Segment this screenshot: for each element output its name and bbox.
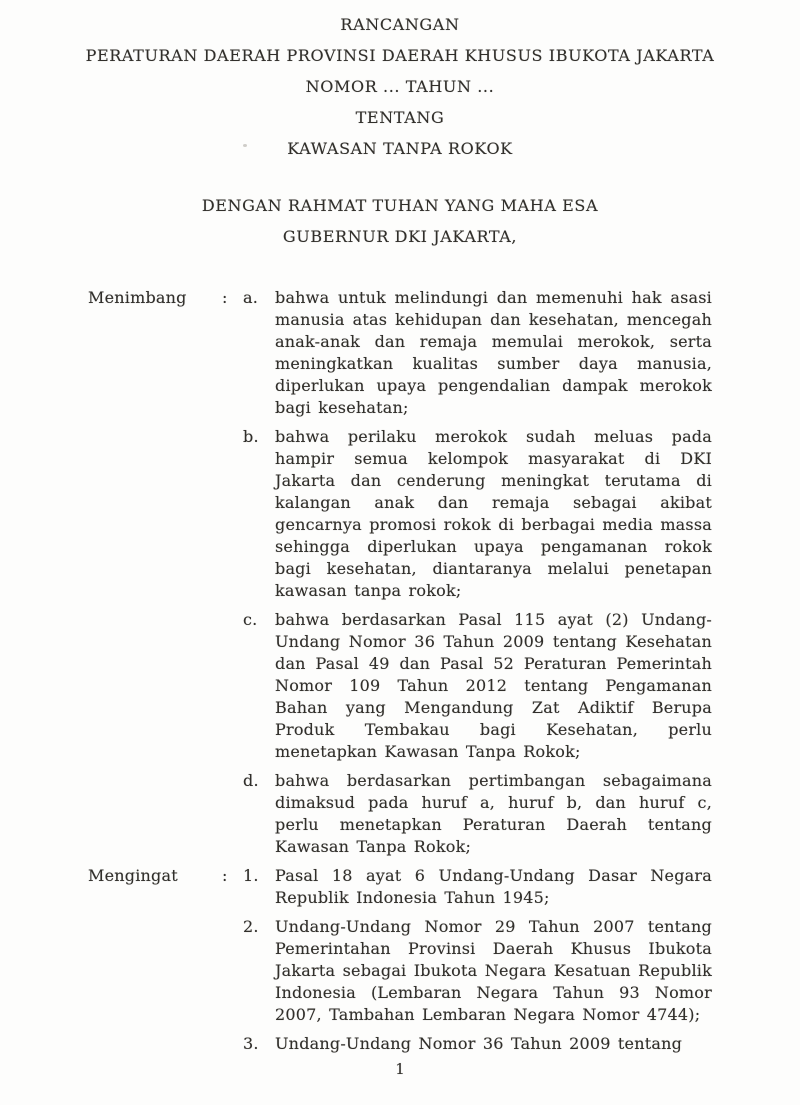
clause-row (88, 426, 712, 602)
scan-artifact-speck (243, 144, 247, 147)
section-colon: : (222, 288, 228, 307)
clause-text: bahwa perilaku merokok sudah meluas pada hampir semua kelompok masyarakat di DKI Jakarta dan cenderung meningkat terutama di kalangan anak dan remaja sebagai akibat gencarnya promosi rokok di berbagai media massa sehingga diperlukan upaya pengamanan rokok bagi kesehatan, diantaranya melalui penetapan kawasan tanpa rokok; (275, 427, 712, 600)
clause-text: Undang-Undang Nomor 36 Tahun 2009 tentang (275, 1034, 683, 1053)
clause-marker: 2. (243, 917, 259, 936)
clause-text: bahwa berdasarkan Pasal 115 ayat (2) Undang-Undang Nomor 36 Tahun 2009 tentang Kesehatan dan Pasal 49 dan Pasal 52 Peraturan Pemerintah Nomor 109 Tahun 2012 tentang Pengamanan Bahan yang Mengandung Zat Adiktif Berupa Produk Tembakau bagi Kesehatan, perlu menetapkan Kawasan Tanpa Rokok; (275, 610, 712, 761)
title-line-rancangan: RANCANGAN (340, 15, 460, 34)
clause-row (88, 770, 712, 858)
preamble-line-rahmat: DENGAN RAHMAT TUHAN YANG MAHA ESA (201, 196, 599, 215)
clause-text: Pasal 18 ayat 6 Undang-Undang Dasar Negara Republik Indonesia Tahun 1945; (275, 866, 712, 907)
section-label-mengingat: Mengingat (88, 866, 178, 885)
clause-row (88, 916, 712, 1026)
clause-marker: 1. (243, 866, 259, 885)
clause-marker: 3. (243, 1034, 259, 1053)
document-header (0, 0, 800, 164)
clause-row (88, 609, 712, 763)
document-body (88, 287, 712, 1055)
title-line-subject: KAWASAN TANPA ROKOK (287, 139, 513, 158)
clause-row (88, 287, 712, 419)
clause-text: bahwa berdasarkan pertimbangan sebagaimana dimaksud pada huruf a, huruf b, dan huruf c, perlu menetapkan Peraturan Daerah tentang Kawasan Tanpa Rokok; (275, 771, 712, 856)
page-number: 1 (395, 1060, 405, 1078)
clause-marker: b. (243, 427, 259, 446)
title-line-perda: PERATURAN DAERAH PROVINSI DAERAH KHUSUS IBUKOTA JAKARTA (85, 46, 715, 65)
clause-text: bahwa untuk melindungi dan memenuhi hak asasi manusia atas kehidupan dan kesehatan, mencegah anak-anak dan remaja memulai merokok, serta meningkatkan kualitas sumber daya manusia, diperlukan upaya pengendalian dampak merokok bagi kesehatan; (275, 288, 712, 417)
title-line-tentang: TENTANG (355, 108, 445, 127)
preamble-line-gubernur: GUBERNUR DKI JAKARTA, (282, 227, 518, 246)
clause-marker: c. (243, 610, 258, 629)
clause-marker: d. (243, 771, 259, 790)
section-label-menimbang: Menimbang (88, 288, 187, 307)
clause-text: Undang-Undang Nomor 29 Tahun 2007 tentang Pemerintahan Provinsi Daerah Khusus Ibukota Jakarta sebagai Ibukota Negara Kesatuan Republik Indonesia (Lembaran Negara Tahun 93 Nomor 2007, Tambahan Lembaran Negara Nomor 4744); (275, 917, 712, 1024)
clause-marker: a. (243, 288, 259, 307)
document-preamble (0, 190, 800, 252)
clause-row (88, 865, 712, 909)
section-colon: : (222, 866, 228, 885)
clause-row (88, 1033, 712, 1055)
title-line-nomor-tahun: NOMOR ... TAHUN ... (305, 77, 495, 96)
